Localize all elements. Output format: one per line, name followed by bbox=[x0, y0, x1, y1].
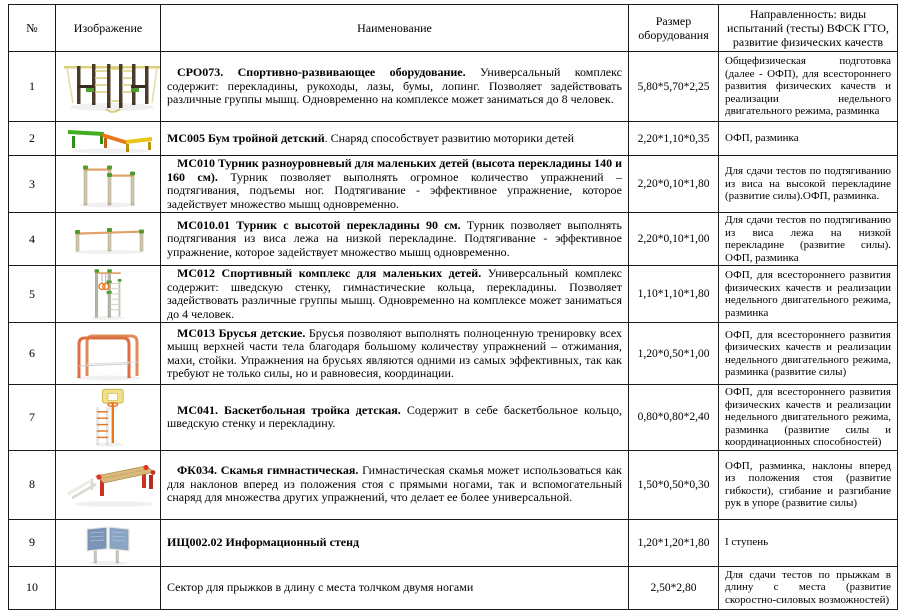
equipment-image-cell-empty bbox=[56, 566, 161, 609]
equipment-code: МС012 Спортивный комплекс для маленьких детей. bbox=[177, 266, 482, 280]
row-number: 6 bbox=[9, 323, 56, 385]
table-row bbox=[9, 323, 898, 385]
equipment-size: 1,20*0,50*1,00 bbox=[629, 323, 719, 385]
equipment-size: 2,50*2,80 bbox=[629, 566, 719, 609]
table-row bbox=[9, 156, 898, 213]
equipment-direction: ОФП, разминка bbox=[719, 122, 898, 156]
equipment-description: Сектор для прыжков в длину с места толчком двумя ногами bbox=[167, 579, 474, 594]
equipment-direction: ОФП, разминка, наклоны вперед из положения стоя (развитие гибкости), сгибание и разгибание рук в упоре (развитие силы) bbox=[719, 450, 898, 519]
row-number: 9 bbox=[9, 519, 56, 566]
table-row bbox=[9, 450, 898, 519]
equipment-code: МС005 Бум тройной детский bbox=[167, 130, 325, 145]
sports-complex-image bbox=[62, 57, 161, 117]
equipment-image-cell bbox=[56, 122, 161, 156]
table-row bbox=[9, 266, 898, 323]
equipment-image-cell bbox=[56, 450, 161, 519]
equipment-code: ФК034. Скамья гимнастическая. bbox=[177, 463, 359, 478]
equipment-code: СРО073. Спортивно-развивающее оборудование. bbox=[177, 65, 466, 80]
row-number: 7 bbox=[9, 385, 56, 451]
row-number: 3 bbox=[9, 156, 56, 213]
equipment-description: Универсальный комплекс содержит: шведскую стенку, гимнастические кольца, перекладины. Позволяет задействовать различные группы мышц. Одновременно на комплексе может заниматься до 4 человек. bbox=[167, 266, 622, 321]
header-num: № bbox=[9, 5, 56, 52]
equipment-image-cell bbox=[56, 266, 161, 323]
equipment-image-cell bbox=[56, 52, 161, 122]
equipment-name bbox=[161, 385, 629, 451]
equipment-size: 2,20*0,10*1,00 bbox=[629, 213, 719, 266]
equipment-description: . Снаряд способствует развитию моторики детей bbox=[324, 130, 575, 145]
equipment-name bbox=[161, 122, 629, 156]
equipment-description: Турник позволяет выполнять огромное количество упражнений – подтягивания, подъемы ног. Подтягивание - эффективное упражнение, которое задействует множество мышц одновременно. bbox=[167, 169, 622, 211]
equipment-direction: I ступень bbox=[719, 519, 898, 566]
equipment-size: 5,80*5,70*2,25 bbox=[629, 52, 719, 122]
equipment-direction: Для сдачи тестов по прыжкам в длину с места (развитие скоростно-силовых возможностей) bbox=[719, 566, 898, 609]
header-size: Размер оборудования bbox=[629, 5, 719, 52]
equipment-size: 1,50*0,50*0,30 bbox=[629, 450, 719, 519]
table-row bbox=[9, 385, 898, 451]
kids-parallel-bars-image bbox=[71, 326, 145, 382]
two-level-pullup-bar-image bbox=[76, 159, 140, 209]
equipment-image-cell bbox=[56, 519, 161, 566]
equipment-code: МС010 Турник разноуровневый для маленьких детей (высота перекладины 140 и 160 см). bbox=[167, 156, 622, 184]
equipment-name bbox=[161, 519, 629, 566]
low-pullup-bar-image bbox=[66, 223, 150, 255]
equipment-description: Турник позволяет выполнять подтягивания из виса лежа на низкой перекладине. Подтягивание - эффективное упражнение, которое задействует множество мышц одновременно. bbox=[167, 217, 622, 259]
row-number: 5 bbox=[9, 266, 56, 323]
equipment-name bbox=[161, 52, 629, 122]
kids-sports-complex-image bbox=[81, 267, 135, 321]
equipment-description: Универсальный комплекс содержит: перекладины, рукоходы, лазы, бумы, лопинг. Позволяет задействовать различные группы мышц. Одновременно на комплексе может заниматься до 8 человек. bbox=[167, 65, 622, 107]
row-number: 8 bbox=[9, 450, 56, 519]
row-number: 4 bbox=[9, 213, 56, 266]
equipment-name bbox=[161, 156, 629, 213]
row-number: 10 bbox=[9, 566, 56, 609]
equipment-direction: ОФП, для всестороннего развития физических качеств и реализации недельного двигательного режима, разминка bbox=[719, 266, 898, 323]
equipment-direction: Для сдачи тестов по подтягиванию из виса на высокой перекладине (развитие силы).ОФП, разминка. bbox=[719, 156, 898, 213]
equipment-size: 0,80*0,80*2,40 bbox=[629, 385, 719, 451]
equipment-name bbox=[161, 266, 629, 323]
equipment-description: Содержит в себе баскетбольное кольцо, шведскую стенку и перекладину. bbox=[167, 402, 622, 431]
equipment-name bbox=[161, 450, 629, 519]
equipment-image-cell bbox=[56, 323, 161, 385]
gymnastic-bench-image bbox=[62, 460, 156, 510]
equipment-name bbox=[161, 323, 629, 385]
header-direction: Направленность: виды испытаний (тесты) ВФСК ГТО, развитие физических качеств bbox=[719, 5, 898, 52]
triple-balance-beam-image bbox=[62, 124, 154, 154]
equipment-image-cell bbox=[56, 156, 161, 213]
information-stand-image bbox=[80, 521, 136, 565]
equipment-image-cell bbox=[56, 385, 161, 451]
equipment-direction: ОФП, для всестороннего развития физических качеств и реализации недельного двигательного режима, разминка (развитие силы) bbox=[719, 323, 898, 385]
kids-basketball-triple-image bbox=[84, 387, 132, 447]
equipment-name bbox=[161, 566, 629, 609]
equipment-table bbox=[8, 4, 898, 610]
equipment-image-cell bbox=[56, 213, 161, 266]
equipment-direction: ОФП, для всестороннего развития физических качеств и реализации недельного двигательного режима, разминка (развитие силы и координационных способностей) bbox=[719, 385, 898, 451]
equipment-direction: Для сдачи тестов по подтягиванию из виса лежа на низкой перекладине (развитие силы). ОФП, разминка bbox=[719, 213, 898, 266]
table-row bbox=[9, 52, 898, 122]
header-image: Изображение bbox=[56, 5, 161, 52]
equipment-size: 1,10*1,10*1,80 bbox=[629, 266, 719, 323]
table-row bbox=[9, 213, 898, 266]
table-row bbox=[9, 519, 898, 566]
equipment-code: МС041. Баскетбольная тройка детская. bbox=[177, 402, 401, 417]
row-number: 1 bbox=[9, 52, 56, 122]
equipment-code: МС013 Брусья детские. bbox=[177, 325, 306, 340]
equipment-code: ИЩ002.02 Информационный стенд bbox=[167, 534, 360, 549]
table-row bbox=[9, 122, 898, 156]
equipment-name bbox=[161, 213, 629, 266]
table-row bbox=[9, 566, 898, 609]
equipment-description: Гимнастическая скамья может использоваться как для наклонов вперед из положения стоя с прямыми ногами, так и вспомогательный снаряд для множества других упражнений, что делает ее более универсальной. bbox=[167, 463, 622, 505]
equipment-code: МС010.01 Турник с высотой перекладины 90 см. bbox=[177, 217, 461, 232]
equipment-direction: Общефизическая подготовка (далее - ОФП), для всестороннего развития физических качеств и реализации недельного двигательного режима, разминка bbox=[719, 52, 898, 122]
equipment-size: 1,20*1,20*1,80 bbox=[629, 519, 719, 566]
table-header-row bbox=[9, 5, 898, 52]
header-name: Наименование bbox=[161, 5, 629, 52]
equipment-size: 2,20*1,10*0,35 bbox=[629, 122, 719, 156]
row-number: 2 bbox=[9, 122, 56, 156]
equipment-size: 2,20*0,10*1,80 bbox=[629, 156, 719, 213]
equipment-description: Брусья позволяют выполнять полноценную тренировку всех мышц верхней части тела благодаря большому количеству упражнений – отжимания, махи, стойки. Упражнения на брусьях являются одними из самых эффективных, так как требуют не только силы, но и равновесия, координации. bbox=[167, 325, 622, 380]
